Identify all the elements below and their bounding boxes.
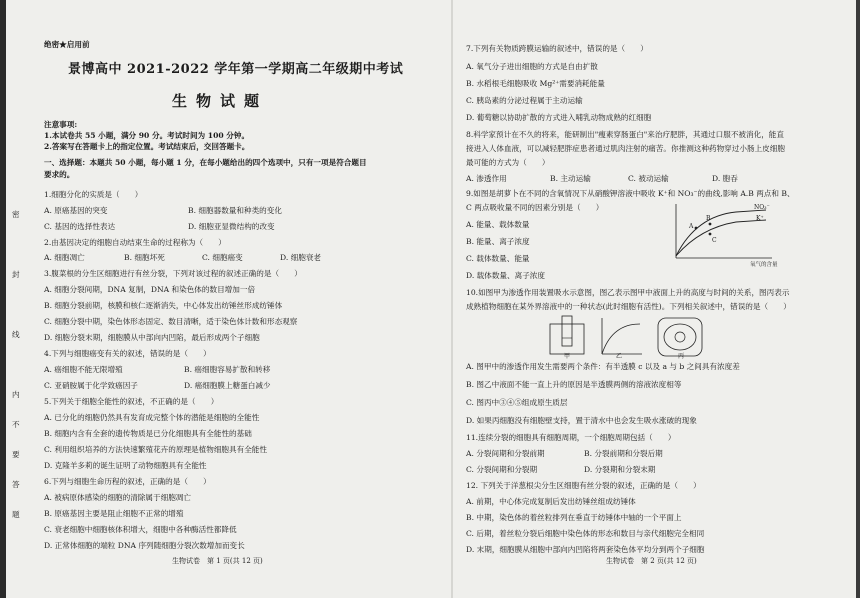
option: D. 如果丙细胞没有细胞壁支持，置于清水中也会发生吸水涨破的现象 bbox=[466, 416, 697, 425]
fig9-label-no3: NO₃⁻ bbox=[754, 204, 770, 211]
option: A. 前期，中心体完成复制后发出纺锤丝组成纺锤体 bbox=[466, 497, 636, 506]
seal-char: 要 bbox=[12, 450, 20, 459]
seal-char: 内 bbox=[12, 390, 20, 399]
option: C. 利用组织培养的方法快速繁殖花卉的原理是植物细胞具有全能性 bbox=[44, 445, 267, 454]
right-page bbox=[466, 0, 846, 598]
question-stem: 7.下列有关物质跨膜运输的叙述中，错误的是（ ） bbox=[466, 44, 648, 53]
question-stem: 最可能的方式为（ ） bbox=[466, 158, 550, 167]
option: A. 分裂间期和分裂前期 bbox=[466, 449, 545, 458]
fig10-label-jia: 甲 bbox=[564, 353, 571, 360]
option: C. 基因的选择性表达 bbox=[44, 222, 116, 231]
fig9-label-a: A bbox=[689, 223, 694, 230]
option: D. 分裂期和分裂末期 bbox=[584, 465, 656, 474]
fig9-label-b: B bbox=[706, 215, 711, 222]
option: C. 分裂间期和分裂期 bbox=[466, 465, 538, 474]
note-line: 1.本试卷共 55 小题，满分 90 分。考试时间为 100 分钟。 bbox=[44, 131, 250, 140]
scan-right-edge bbox=[856, 0, 860, 598]
option: A. 渗透作用 bbox=[466, 174, 507, 183]
option: B. 主动运输 bbox=[550, 174, 591, 183]
fig10-funnel bbox=[562, 316, 572, 346]
option: A. 癌细胞不能无限增殖 bbox=[44, 365, 123, 374]
option: A. 氧气分子进出细胞的方式是自由扩散 bbox=[466, 62, 598, 71]
question-stem: 成熟植物细胞在某外界溶液中的一种状态(此时细胞有活性)。下列相关叙述中，错误的是（ ） bbox=[466, 302, 791, 311]
page-footer: 生物试卷 第 1 页(共 12 页) bbox=[172, 557, 263, 565]
exam-title: 景博高中 2021-2022 学年第一学期高二年级期中考试 bbox=[68, 62, 404, 77]
subject-title: 生物试题 bbox=[172, 92, 269, 110]
question-stem: 11.连续分裂的细胞具有细胞周期，一个细胞周期包括（ ） bbox=[466, 433, 676, 442]
left-page bbox=[12, 0, 437, 598]
fig9-curve-no3 bbox=[676, 210, 766, 256]
option: A. 细胞凋亡 bbox=[44, 253, 85, 262]
option: B. 分裂前期和分裂后期 bbox=[584, 449, 663, 458]
option: D. 克隆羊多莉的诞生证明了动物细胞具有全能性 bbox=[44, 461, 207, 470]
option: B. 中期，染色体的着丝粒排列在垂直于纺锤体中轴的一个平面上 bbox=[466, 513, 682, 522]
fig9-xlabel: 氧气的含量 bbox=[750, 262, 778, 268]
fig10-protoplast bbox=[664, 324, 696, 350]
note-line: 2.答案写在答题卡上的指定位置。考试结束后，交回答题卡。 bbox=[44, 142, 250, 151]
fig9-point-a bbox=[695, 227, 698, 230]
notes-heading: 注意事项: bbox=[44, 120, 78, 129]
option: C. 细胞癌变 bbox=[202, 253, 243, 262]
option: B. 细胞器数量和种类的变化 bbox=[188, 206, 282, 215]
question-stem: 4.下列与细胞癌变有关的叙述，错误的是（ ） bbox=[44, 349, 211, 358]
option: A. 被病原体感染的细胞的清除属于细胞凋亡 bbox=[44, 493, 191, 502]
question-stem: 2.由基因决定的细胞自动结束生命的过程称为（ ） bbox=[44, 238, 226, 247]
seal-char: 不 bbox=[12, 420, 20, 429]
option: D. 细胞衰老 bbox=[280, 253, 322, 262]
option: B. 能量、离子浓度 bbox=[466, 237, 530, 246]
fig10-label-yi: 乙 bbox=[616, 353, 623, 360]
option: B. 细胞分裂前期，核膜和核仁逐渐消失，中心体发出纺锤丝形成纺锤体 bbox=[44, 301, 283, 310]
question-stem: 1.细胞分化的实质是（ ） bbox=[44, 190, 143, 199]
option: C. 胰岛素的分泌过程属于主动运输 bbox=[466, 96, 583, 105]
option: A. 图甲中的渗透作用发生需要两个条件：有半透膜 c 以及 a 与 b 之间具有浓度差 bbox=[466, 362, 740, 371]
option: D. 载体数量、离子浓度 bbox=[466, 271, 545, 280]
option: D. 细胞分裂末期，细胞膜从中部向内凹陷，最后形成两个子细胞 bbox=[44, 333, 260, 342]
question-stem: 接进入人体血液，可以减轻肥胖症患者通过肌肉注射的痛苦。你推测这种药物穿过小肠上皮细胞 bbox=[466, 144, 785, 153]
option: A. 已分化的细胞仍然具有发育成完整个体的潜能是细胞的全能性 bbox=[44, 413, 260, 422]
scan-left-edge bbox=[0, 0, 6, 598]
question-stem: 3.腹菜根的分生区细胞进行有丝分裂，下列对该过程的叙述正确的是（ ） bbox=[44, 269, 302, 278]
question-stem: 6.下列与细胞生命历程的叙述，正确的是（ ） bbox=[44, 477, 211, 486]
option: C. 细胞分裂中期，染色体形态固定、数目清晰，适于染色体计数和形态观察 bbox=[44, 317, 298, 326]
option: A. 原癌基因的突变 bbox=[44, 206, 108, 215]
option: D. 正常体细胞的端粒 DNA 序列随细胞分裂次数增加而变长 bbox=[44, 541, 245, 550]
fig9-label-k: K⁺ bbox=[756, 215, 764, 222]
option: C. 图丙中③④⑤组成原生质层 bbox=[466, 398, 568, 407]
option: A. 细胞分裂间期，DNA 复制，DNA 和染色体的数目增加一倍 bbox=[44, 285, 256, 294]
fig10-beaker bbox=[550, 324, 584, 354]
option: B. 水稻根毛细胞吸收 Mg²⁺需要消耗能量 bbox=[466, 79, 605, 88]
section-heading: 要求的。 bbox=[44, 170, 75, 179]
page-footer: 生物试卷 第 2 页(共 12 页) bbox=[606, 557, 697, 565]
option: D. 细胞亚显微结构的改变 bbox=[188, 222, 275, 231]
option: D. 胞吞 bbox=[712, 174, 738, 183]
option: C. 后期，着丝粒分裂后细胞中染色体的形态和数目与亲代细胞完全相同 bbox=[466, 529, 705, 538]
seal-char: 题 bbox=[12, 510, 20, 519]
fig9-label-c: C bbox=[712, 237, 717, 244]
option: B. 细胞内含有全套的遗传物质是已分化细胞具有全能性的基础 bbox=[44, 429, 252, 438]
seal-char: 线 bbox=[12, 330, 20, 339]
question-stem: 8.科学家预计在不久的将来，能研制出"瘦素穿肠蛋白"来治疗肥胖，其通过口服不被消化，能直 bbox=[466, 130, 784, 139]
fig9-point-c bbox=[709, 233, 712, 236]
option: C. 载体数量、能量 bbox=[466, 254, 530, 263]
seal-char: 答 bbox=[12, 480, 20, 489]
option: B. 癌细胞容易扩散和转移 bbox=[184, 365, 271, 374]
question-stem: 12. 下列关于洋葱根尖分生区细胞有丝分裂的叙述，正确的是（ ） bbox=[466, 481, 701, 490]
fig10-vacuole bbox=[675, 332, 685, 342]
question-stem: 5.下列关于细胞全能性的叙述，不正确的是（ ） bbox=[44, 397, 219, 406]
question-stem: 9.如图是胡萝卜在不同的含氧情况下从硝酸钾溶液中吸收 K⁺和 NO₃⁻的曲线,影响 A.B 两点和 B、 bbox=[466, 189, 795, 198]
option: B. 原癌基因主要是阻止细胞不正常的增殖 bbox=[44, 509, 184, 518]
option: B. 细胞坏死 bbox=[124, 253, 165, 262]
page-fold bbox=[451, 0, 453, 598]
option: C. 被动运输 bbox=[628, 174, 669, 183]
option: D. 葡萄糖以协助扩散的方式进入哺乳动物成熟的红细胞 bbox=[466, 113, 652, 122]
option: D. 癌细胞膜上糖蛋白减少 bbox=[184, 381, 271, 390]
option: C. 衰老细胞中细胞核体积增大，细胞中各种酶活性都降低 bbox=[44, 525, 237, 534]
option: A. 能量、载体数量 bbox=[466, 220, 530, 229]
seal-char: 密 bbox=[12, 210, 20, 219]
seal-char: 封 bbox=[12, 270, 20, 279]
section-heading: 一、选择题：本题共 50 小题，每小题 1 分，在每小题给出的四个选项中，只有一项是符合题目 bbox=[44, 158, 367, 167]
option: B. 图乙中液面不能一直上升的原因是半透膜两侧的溶液浓度相等 bbox=[466, 380, 682, 389]
option: C. 亚硝胺属于化学致癌因子 bbox=[44, 381, 138, 390]
question-stem: C 两点吸收量不同的因素分别是（ ） bbox=[466, 203, 604, 212]
fig10-curve bbox=[602, 324, 640, 354]
question-stem: 10.如图甲为渗透作用装置吸水示意图，图乙表示图甲中液面上升的高度与时间的关系，图丙表示 bbox=[466, 288, 790, 297]
secret-label: 绝密★启用前 bbox=[44, 40, 90, 49]
option: D. 末期，细胞膜从细胞中部向内凹陷将两套染色体平均分到两个子细胞 bbox=[466, 545, 705, 554]
fig10-label-bing: 丙 bbox=[678, 353, 685, 360]
